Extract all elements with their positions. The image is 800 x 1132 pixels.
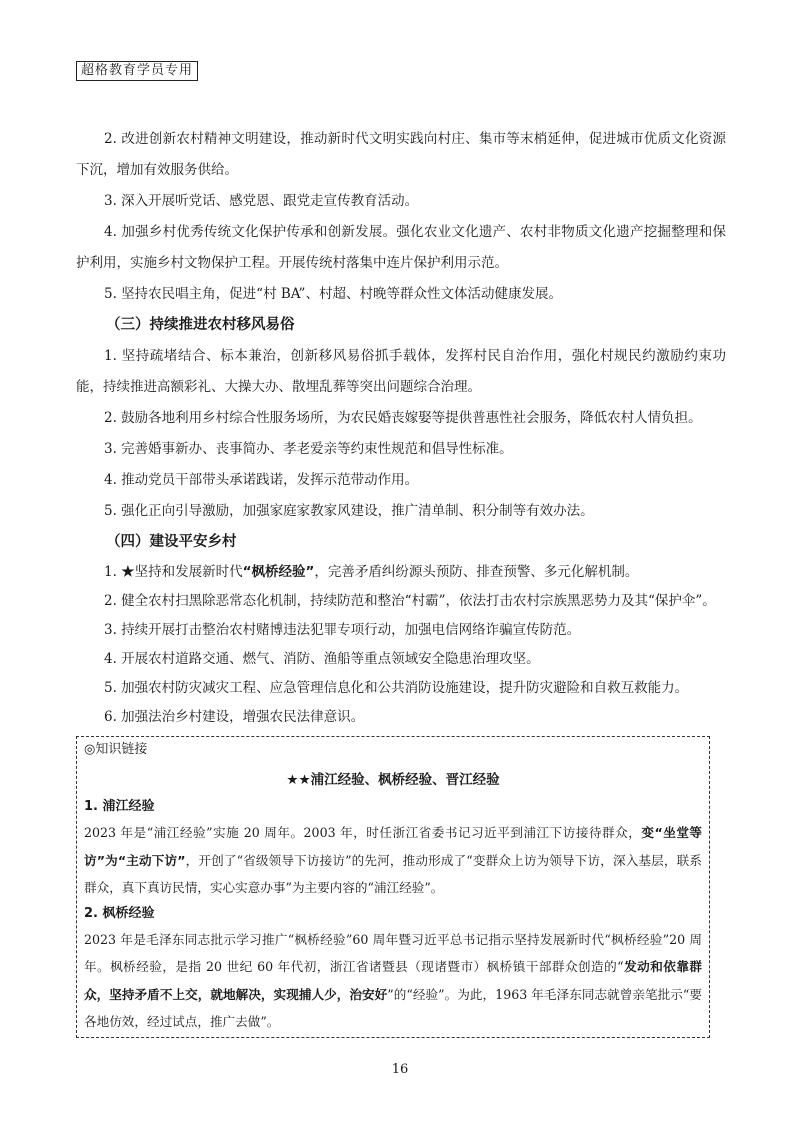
fengqiao-emphasis: “枫桥经验” [242,564,315,580]
section-4-item-2: 2. 健全农村扫黑除恶常态化机制，持续防范和整治“村霸”，依法打击农村宗族黑恶势力及其“保护伞”。 [104,593,716,609]
section-3-item-5: 5. 强化正向引导激励，加强家庭家教家风建设，推广清单制、积分制等有效办法。 [104,503,594,519]
culture-item-5: 5. 坚持农民唱主角，促进“村 BA”、村超、村晚等群众性文体活动健康发展。 [104,286,562,302]
pujiang-text [84,819,702,902]
culture-item-4: 4. 加强乡村优秀传统文化保护传承和创新发展。强化农业文化遗产、农村非物质文化遗产挖掘整理和保护利用，实施乡村文物保护工程。开展传统村落集中连片保护利用示范。 [76,224,726,271]
section-4-item-1 [76,558,726,587]
section-4-item-3: 3. 持续开展打击整治农村赌博违法犯罪专项行动，加强电信网络诈骗宣传防范。 [104,622,581,638]
culture-item-2: 2. 改进创新农村精神文明建设，推动新时代文明实践向村庄、集市等末梢延伸，促进城市优质文化资源下沉，增加有效服务供给。 [76,131,726,178]
fengqiao-heading: 2. 枫桥经验 [84,905,155,921]
section-3-item-1: 1. 坚持疏堵结合、标本兼治，创新移风易俗抓手载体，发挥村民自治作用，强化村规民约激励约束功能，持续推进高额彩礼、大操大办、散埋乱葬等突出问题综合治理。 [76,348,726,395]
pujiang-heading: 1. 浦江经验 [84,799,155,814]
section-3-item-2: 2. 鼓励各地利用乡村综合性服务场所，为农民婚丧嫁娶等提供普惠性社会服务，降低农村人情负担。 [104,410,702,426]
fengqiao-box-emphasis: 发动和依靠群众，坚持矛盾不上交，就地解决，实现捕人少，治安好 [84,959,702,1002]
knowledge-link-title: ★★浦江经验、枫桥经验、晋江经验 [286,772,500,788]
section-4-item-4: 4. 开展农村道路交通、燃气、消防、渔船等重点领域安全隐患治理攻坚。 [104,651,540,667]
fengqiao-text [84,926,702,1036]
knowledge-link-box [76,736,710,1038]
pujiang-text-2: ，开创了“省级领导下访接访”的先河，推动形成了“变群众上访为领导下访，深入基层，联系群众，真下真访民情，实心实意办事”为主要内容的“浦江经验”。 [84,852,702,895]
section-4-item-5: 5. 加强农村防灾减灾工程、应急管理信息化和公共消防设施建设，提升防灾避险和自救互救能力。 [104,680,689,696]
section-4-item-1-prefix: 1. ★坚持和发展新时代 [104,564,243,580]
section-3-item-3: 3. 完善婚事新办、丧事简办、孝老爱亲等约束性规范和倡导性标准。 [104,441,513,457]
section-4-item-1-suffix: ，完善矛盾纠纷源头预防、排查预警、多元化解机制。 [314,564,639,580]
section-3-heading: （三）持续推进农村移风易俗 [106,317,295,333]
pujiang-emphasis: 变“坐堂等访”为“主动下访” [84,825,703,868]
section-3-item-4: 4. 推动党员干部带头承诺践诺，发挥示范带动作用。 [104,472,419,488]
fengqiao-text-1: 2023 年是毛泽东同志批示学习推广“枫桥经验”60 周年暨习近平总书记指示坚持发展新时代“枫桥经验”20 周年。枫桥经验，是指 20 世纪 60 年代初，浙江省诸暨县（现诸暨市）枫桥镇干部群众创造的“ [84,931,702,974]
pujiang-text-1: 2023 年是“浦江经验”实施 20 周年。2003 年，时任浙江省委书记习近平到浦江下访接待群众， [84,825,642,840]
header-tag: 超格教育学员专用 [76,61,198,81]
section-4-item-6: 6. 加强法治乡村建设，增强农民法律意识。 [104,709,365,725]
knowledge-link-label: ◎知识链接 [84,742,148,757]
culture-item-3: 3. 深入开展听党话、感党恩、跟党走宣传教育活动。 [104,193,419,209]
main-content [76,124,726,732]
section-4-heading: （四）建设平安乡村 [106,534,237,550]
fengqiao-text-2: ”的“经验”。为此，1963 年毛泽东同志就曾亲笔批示“要各地仿效，经过试点，推广去做”。 [84,986,702,1029]
page-number: 16 [391,1062,409,1077]
